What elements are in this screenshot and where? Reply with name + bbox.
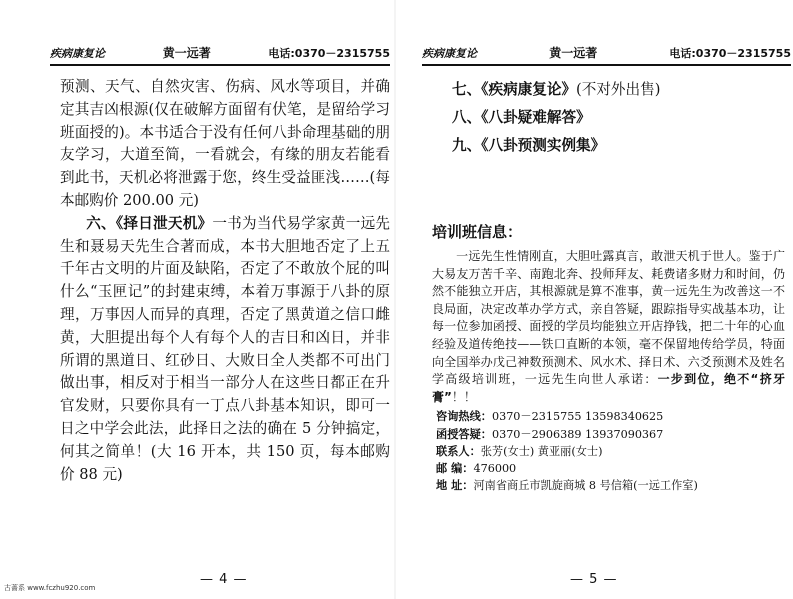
left-body (60, 76, 390, 486)
book-list-item: 九、《八卦预测实例集》 (452, 137, 606, 154)
right-page-number: — 5 — (570, 572, 618, 587)
right-running-header (422, 40, 791, 66)
contact-row: 邮 编：476000 (436, 460, 517, 475)
header-author: 黄一远著 (549, 46, 598, 60)
contact-row: 地 址：河南省商丘市凯旋商城 8 号信箱(一远工作室) (436, 478, 698, 493)
section-6-title: 六、《择日泄天机》 (86, 214, 213, 232)
book-list-item: 八、《八卦疑难解答》 (452, 109, 591, 126)
contact-row: 咨询热线：0370－2315755 13598340625 (436, 409, 664, 424)
left-page-number: — 4 — (200, 572, 248, 587)
header-author: 黄一远著 (162, 46, 211, 60)
contact-row: 联系人：张芳(女士) 黄亚丽(女士) (436, 443, 603, 458)
training-text: 一远先生性情刚直，大胆吐露真言，敢泄天机于世人。鉴于广大易友万苦千辛、南跑北奔、投师拜友、耗费诸多财力和时间，仍然不能独立开店，其根源就是算不准事，黄一远先生为改善这一不良局面，决定改革办学方式，亲自答疑，跟踪指导实战基本功，让每一位参加函授、面授的学员均能独立开店挣钱，把二十年的心血经验及道传绝技——铁口直断的本领，毫不保留地传给学员，特面向全国举办戊己神数预测术、风水术、择日术、六爻预测术及姓名学高级培训班，一远先生向世人承诺： (432, 249, 785, 387)
contact-row: 函授答疑：0370－2906389 13937090367 (436, 426, 664, 441)
section-6-paragraph (60, 213, 390, 487)
training-paragraph: 一远先生性情刚直，大胆吐露真言，敢泄天机于世人。鉴于广大易友万苦千辛、南跑北奔、投师拜友、耗费诸多财力和时间，仍然不能独立开店，其根源就是算不准事，黄一远先生为改善这一不良局面，决定改革办学方式，亲自答疑，跟踪指导实战基本功，让每一位参加函授、面授的学员均能独立开店挣钱，把二十年的心血经验及道传绝技——铁口直断的本领，毫不保留地传给学员，特面向全国举办戊己神数预测术、风水术、择日术、六爻预测术及姓名学高级培训班，一远先生向世人承诺：一步到位，绝不“挤牙膏”！！ (432, 249, 785, 404)
training-promise: 一步到位，绝不“挤牙膏” (432, 372, 785, 404)
right-page (396, 0, 793, 599)
section-6-text: 一书为当代易学家黄一远先生和聂易天先生合著而成，本书大胆地否定了上五千年古文明的片面及缺陷，否定了不敢放个屁的叫什么“玉匣记”的封建束缚，本着万事源于八卦的原理，万事因人而异的真理，否定了黑黄道之信口雌黄，大胆提出每个人有每个人的吉日和凶日，并非所谓的黑道日、红砂日、大败日全人类都不可出门做出事，相反对于相当一部分人在这些日都正在升官发财，只要你具有一丁点八卦基本知识，即可一日之中学会此法，此择日之法的确在 5 分钟搞定，何其之简单！(大 16 开本，共 150 页，每本邮购价 88 元) (60, 214, 390, 483)
right-body (432, 76, 785, 494)
site-watermark: 古蔷系 www.fczhu920.com (4, 584, 96, 592)
training-title: 培训班信息： (432, 223, 523, 241)
header-book-title: 疾病康复论 (422, 47, 477, 60)
header-phone: 电话:0370－2315755 (268, 47, 390, 60)
contact-list (436, 408, 785, 494)
left-running-header (50, 40, 390, 66)
header-phone: 电话:0370－2315755 (669, 47, 791, 60)
left-page (0, 0, 396, 599)
continued-paragraph: 预测、天气、自然灾害、伤病、风水等项目，并确定其吉凶根源(仅在破解方面留有伏笔，是留给学习班面授的)。本书适合于没有任何八卦命理基础的朋友学习，大道至简，一看就会，有缘的朋友若能看到此书，天机必将泄露于您，终生受益匪浅……(每本邮购价 200.00 元) (60, 78, 390, 209)
book-list-item: 七、《疾病康复论》(不对外出售) (452, 81, 661, 98)
header-book-title: 疾病康复论 (50, 47, 105, 60)
